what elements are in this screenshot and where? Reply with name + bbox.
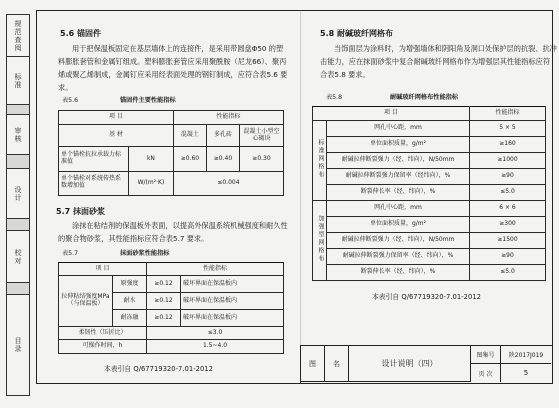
table-5-8-b-1-label: 网孔中心距，mm: [327, 201, 470, 217]
table-5-7-row-1-val: ≥0.12: [147, 276, 181, 293]
table-5-8-a-2-val: ≥160: [470, 137, 546, 153]
table-5-6-head-index: 性能指标: [173, 111, 283, 125]
section-5-7-line-2: 的聚合物砂浆，其性能指标应符合表5.7 要求。: [58, 234, 209, 243]
table-5-7-row-1-note: 破坏界面在保温板内: [181, 276, 284, 293]
table-5-8-b-1-val: 6 × 6: [470, 201, 546, 217]
table-5-7-row-3-note: 破坏界面在保温板内: [181, 310, 284, 327]
section-5-6-line-4: 求。: [58, 83, 73, 92]
column-divider: [300, 10, 301, 345]
section-5-8-line-3: 合表5.8 要求。: [320, 70, 370, 79]
table-5-8: [312, 106, 546, 281]
table-5-7-source: 本表引自 Q/67719320-7.01-2012: [104, 365, 213, 373]
table-5-8-a-4-val: ≥90: [470, 169, 546, 185]
table-5-8-group-b: [313, 201, 327, 281]
table-5-8-a-3-label: 耐碱拉伸断裂强力（经、纬向），N/50mm: [327, 153, 470, 169]
table-5-6-row-1-val-3: ≥0.30: [240, 147, 284, 171]
title-block-label-ming: 名: [325, 346, 349, 382]
table-5-8-head-index: 性能指标: [470, 107, 546, 121]
atlas-number-label: 图集号: [471, 346, 501, 364]
table-5-6-row-2-label: 单个锚栓对系统传热系数增加值: [59, 171, 129, 195]
section-5-7-line-1: 涂抹在粘结剂的保温板外表面，以提高外保温系统机械强度和耐久性: [72, 221, 288, 230]
table-5-8-a-5-label: 断裂伸长率（经、纬向），%: [327, 185, 470, 201]
table-5-8-caption: 表5.8: [326, 94, 343, 101]
table-5-6-head-item: 项 目: [59, 111, 174, 125]
table-5-8-group-b-label: 加强型网格布: [316, 215, 324, 264]
table-5-6-title: 锚固件主要性能指标: [120, 97, 176, 104]
strip-cell-4: 设计: [7, 169, 29, 219]
table-5-6-row-2-val: ≤0.004: [173, 171, 283, 195]
table-5-8-b-5-label: 断裂伸长率（经、纬向），%: [327, 265, 470, 281]
table-5-7-row-3-val: ≥0.12: [147, 310, 181, 327]
table-5-8-b-3-label: 耐碱拉伸断裂强力（经、纬向），N/50mm: [327, 233, 470, 249]
table-5-6-col-brick: 多孔砖: [206, 125, 239, 147]
table-5-7-row-3-sub: 耐冻融: [113, 310, 147, 327]
table-5-7: [58, 262, 284, 354]
table-5-8-title: 耐碱玻纤网格布性能指标: [390, 94, 459, 101]
strip-mark-2: [7, 155, 29, 169]
table-5-7-head-index: 性能指标: [147, 263, 284, 276]
table-5-8-a-2-label: 单位面积质量，g/m²: [327, 137, 470, 153]
side-strip: [6, 14, 30, 396]
page-number: 5: [523, 369, 529, 377]
table-5-6-head-material: 基 材: [59, 125, 174, 147]
table-5-6-row-1-unit: kN: [129, 147, 174, 171]
table-5-7-row-2-note: 破坏界面在保温板内: [181, 293, 284, 310]
strip-mark-1: [7, 105, 29, 115]
section-5-6-line-1: 用于把保温板固定在基层墙体上的连接件，是采用带圆盘Φ50 的塑: [72, 44, 284, 53]
table-5-6-row-1-val-2: ≥0.40: [206, 147, 239, 171]
title-block-label-tu: 图: [301, 346, 325, 382]
strip-mark-4: [7, 283, 29, 295]
table-5-6-row-2-unit: W/(m²·K): [129, 171, 174, 195]
table-5-7-group-label: 拉伸粘结强度MPa（与保温板）: [59, 276, 113, 327]
table-5-6-row-1-val-1: ≥0.60: [173, 147, 206, 171]
section-5-8-title: 5.8 耐碱玻纤网格布: [320, 29, 393, 38]
table-5-8-b-2-label: 单位面积质量，g/m²: [327, 217, 470, 233]
section-5-6-title: 5.6 锚固件: [60, 29, 101, 38]
table-5-8-head-item: 项 目: [313, 107, 470, 121]
section-5-7-title: 5.7 抹面砂浆: [56, 207, 105, 216]
strip-mark-3: [7, 219, 29, 231]
strip-cell-3: 审核: [7, 115, 29, 155]
table-5-8-a-1-label: 网孔中心距，mm: [327, 121, 470, 137]
table-5-8-b-4-label: 耐碱拉伸断裂强力保留率（经、纬向），%: [327, 249, 470, 265]
table-5-8-b-2-val: ≥300: [470, 217, 546, 233]
table-5-8-b-3-val: ≥1500: [470, 233, 546, 249]
table-5-7-row-1-sub: 原强度: [113, 276, 147, 293]
section-5-6-line-3: 烯或聚乙烯制成，金属钉应采用经表面处理的钢钉制成，应符合表5.6 要: [58, 70, 288, 79]
table-5-8-source: 本表引自 Q/67719320-7.01-2012: [372, 293, 481, 301]
table-5-6-col-block: 混凝土小型空心砌块: [240, 125, 284, 147]
strip-cell-6: 目录: [14, 337, 22, 353]
strip-cell-5: 校对: [7, 231, 29, 283]
table-5-7-flex-val: ≤3.0: [147, 327, 284, 340]
table-5-8-a-1-val: 5 × 5: [470, 121, 546, 137]
section-5-8-line-1: 当饰面层为涂料时，为增强墙体和阴阳角及洞口处保护层的抗裂、抗冲: [334, 44, 557, 53]
table-5-7-row-2-val: ≥0.12: [147, 293, 181, 310]
strip-cell-2: 标准: [7, 57, 29, 105]
table-5-6-caption: 表5.6: [62, 97, 79, 104]
table-5-7-title: 抹面砂浆性能指标: [120, 250, 170, 257]
title-block: [300, 345, 553, 384]
section-5-6-line-2: 料膨胀套管和金属钉组成。塑料膨胀套管应采用聚酰胺（尼龙66）、聚丙: [58, 57, 287, 66]
atlas-number: 陕2017J019: [501, 346, 551, 364]
table-5-8-group-a: [313, 121, 327, 201]
table-5-7-head-item: 项 目: [59, 263, 147, 276]
table-5-8-a-4-label: 耐碱拉伸断裂强力保留率（经纬向），%: [327, 169, 470, 185]
table-5-6-row-1-label: 单个锚栓抗拉承载力标准值: [59, 147, 129, 171]
table-5-7-flex-label: 柔韧性（压折比）: [59, 327, 147, 340]
table-5-6-col-concrete: 混凝土: [173, 125, 206, 147]
table-5-7-time-label: 可操作时间，h: [59, 340, 147, 354]
table-5-8-b-5-val: ≤5.0: [470, 265, 546, 281]
drawing-name: 设计说明（四）: [349, 346, 471, 382]
table-5-8-b-4-val: ≥90: [470, 249, 546, 265]
table-5-7-time-val: 1.5~4.0: [147, 340, 284, 354]
table-5-7-caption: 表5.7: [62, 250, 79, 257]
table-5-8-group-a-label: 标准网格布: [316, 139, 324, 180]
table-5-8-a-3-val: ≥1000: [470, 153, 546, 169]
table-5-7-row-2-sub: 耐水: [113, 293, 147, 310]
section-5-8-line-2: 击能力，应在抹面砂浆中复合耐碱玻纤网格布作为增强层其性能指标应符: [320, 57, 551, 66]
table-5-6: [58, 110, 284, 196]
page-number-label: 页 次: [471, 364, 501, 382]
strip-cell-1: 规范查阅: [7, 15, 29, 57]
table-5-8-a-5-val: ≤5.0: [470, 185, 546, 201]
